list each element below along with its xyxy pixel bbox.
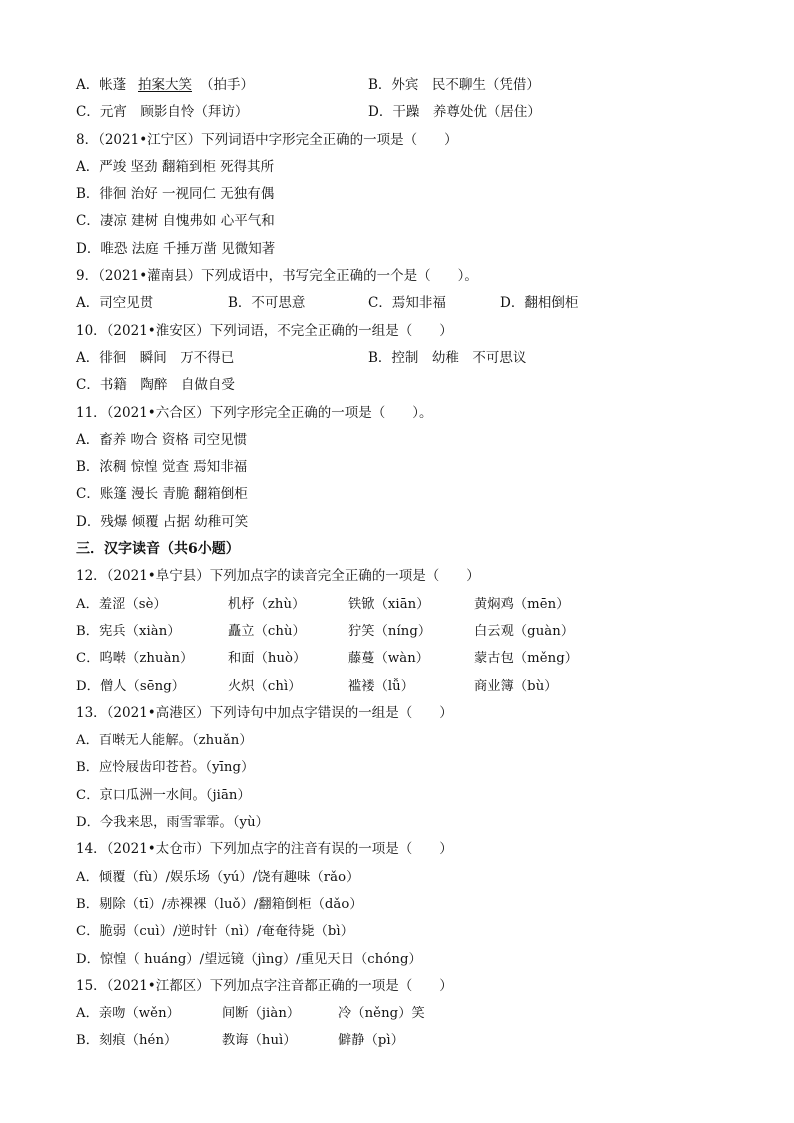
text-segment: B．不可思意: [228, 295, 306, 312]
text-segment: C．京口瓜洲一水间。（jiān）: [76, 787, 251, 803]
text-line: [76, 99, 736, 126]
text-line: [76, 700, 736, 727]
text-segment: C．元宵 顾影自怜（拜访）: [76, 104, 249, 121]
text-segment: 12．（2021•阜宁县）下列加点字的读音完全正确的一项是（ ）: [76, 568, 480, 585]
document-page: [76, 72, 736, 1055]
text-segment: A．畜养 吻合 资格 司空见惯: [76, 431, 248, 448]
text-line: [76, 454, 736, 481]
text-segment: 白云观（guàn）: [474, 623, 575, 639]
text-segment: A．徘徊 瞬间 万不得已: [76, 349, 235, 366]
text-segment: 11．（2021•六合区）下列字形完全正确的一项是（ ）。: [76, 404, 433, 421]
text-segment: 商业簿（bù）: [474, 678, 558, 694]
text-line: [76, 509, 736, 536]
text-segment: B．浓稠 惊惶 觉查 焉知非福: [76, 459, 248, 476]
text-line: [76, 318, 736, 345]
text-segment: C．呜啭（zhuàn）: [76, 651, 194, 667]
text-segment: （拍手）: [200, 77, 254, 93]
text-segment: A．亲吻（wěn）: [76, 1006, 180, 1022]
text-line: [76, 973, 736, 1000]
text-segment: 僻静（pì）: [338, 1033, 405, 1049]
text-segment: A．司空见贯: [76, 295, 154, 312]
text-segment: 蒙古包（měng）: [474, 651, 579, 667]
text-segment: B．应怜屐齿印苍苔。（yīng）: [76, 760, 255, 776]
text-segment: A．帐蓬: [76, 77, 140, 93]
text-segment: C．书籍 陶醉 自做自受: [76, 377, 235, 394]
text-segment: C．脆弱（cuì）/逆时针（nì）/奄奄待毙（bì）: [76, 924, 355, 940]
text-line: [76, 727, 736, 754]
text-line: [76, 563, 736, 590]
text-segment: 10．（2021•淮安区）下列词语，不完全正确的一组是（ ）: [76, 322, 453, 339]
text-line: [76, 290, 736, 317]
text-segment: 13．（2021•高港区）下列诗句中加点字错误的一组是（ ）: [76, 704, 453, 721]
text-line: [76, 918, 736, 945]
text-segment: A．百啭无人能解。（zhuǎn）: [76, 733, 253, 749]
text-line: [76, 864, 736, 891]
text-line: [76, 1027, 736, 1054]
text-segment: 冷（něng）笑: [338, 1006, 425, 1022]
text-segment: C．账篷 漫长 青脆 翻箱倒柜: [76, 486, 248, 503]
text-segment: B．刻痕（hén）: [76, 1033, 178, 1049]
text-line: [76, 836, 736, 863]
text-segment: D．僧人（sēng）: [76, 678, 186, 694]
text-segment: D．残爆 倾覆 占据 幼稚可笑: [76, 513, 249, 530]
text-segment: A．羞涩（sè）: [76, 596, 167, 612]
text-line: [76, 645, 736, 672]
text-line: [76, 673, 736, 700]
text-segment: D．干躁 养尊处优（居住）: [368, 104, 541, 121]
underlined-text: 拍案大笑: [138, 77, 192, 93]
text-line: [76, 372, 736, 399]
text-segment: 8．（2021•江宁区）下列词语中字形完全正确的一项是（ ）: [76, 131, 458, 148]
text-segment: A．倾覆（fù）/娱乐场（yú）/饶有趣味（rǎo）: [76, 869, 360, 885]
text-segment: D．惊惶（ huáng）/望远镜（jìng）/重见天日（chóng）: [76, 951, 422, 967]
text-segment: 火炽（chì）: [228, 678, 302, 694]
text-line: [76, 181, 736, 208]
text-segment: B．外宾 民不聊生（凭借）: [368, 77, 540, 93]
text-segment: 教诲（huì）: [222, 1033, 297, 1049]
text-line: [76, 891, 736, 918]
text-segment: D．翻相倒柜: [500, 295, 579, 312]
text-line: [76, 263, 736, 290]
text-segment: 15．（2021•江都区）下列加点字注音都正确的一项是（ ）: [76, 977, 453, 994]
text-segment: B．宪兵（xiàn）: [76, 623, 181, 639]
text-segment: C．凄凉 建树 自愧弗如 心平气和: [76, 213, 275, 230]
text-line: [76, 591, 736, 618]
text-line: [76, 754, 736, 781]
text-segment: 褴褛（lǚ）: [348, 678, 415, 694]
text-line: [76, 782, 736, 809]
text-line: [76, 154, 736, 181]
text-segment: D．唯恐 法庭 千捶万凿 见微知著: [76, 240, 276, 257]
text-segment: 藤蔓（wàn）: [348, 651, 430, 667]
text-segment: 间断（jiàn）: [222, 1006, 301, 1022]
text-segment: 矗立（chù）: [228, 623, 306, 639]
text-line: [76, 1000, 736, 1027]
text-segment: 14．（2021•太仓市）下列加点字的注音有误的一项是（ ）: [76, 841, 453, 858]
text-line: [76, 809, 736, 836]
text-line: [76, 72, 736, 99]
text-segment: B．徘徊 治好 一视同仁 无独有偶: [76, 186, 275, 203]
text-segment: 黄焖鸡（mēn）: [474, 596, 570, 612]
text-segment: 和面（huò）: [228, 651, 307, 667]
text-segment: B．控制 幼稚 不可思议: [368, 349, 527, 366]
text-segment: D．今我来思，雨雪霏霏。（yù）: [76, 815, 269, 831]
text-segment: B．剔除（tī）/赤裸裸（luǒ）/翻箱倒柜（dǎo）: [76, 896, 363, 912]
text-line: [76, 345, 736, 372]
text-line: [76, 618, 736, 645]
section-heading: [76, 536, 736, 563]
text-line: [76, 400, 736, 427]
text-line: [76, 427, 736, 454]
text-segment: 机杼（zhù）: [228, 596, 306, 612]
text-line: [76, 481, 736, 508]
text-line: [76, 208, 736, 235]
text-segment: A．严竣 坚劲 翻箱到柜 死得其所: [76, 158, 275, 175]
text-segment: 铁锨（xiān）: [348, 596, 430, 612]
text-line: [76, 236, 736, 263]
text-segment: 狞笑（níng）: [348, 623, 432, 639]
text-line: [76, 946, 736, 973]
text-segment: 三．汉字读音（共6小题）: [76, 541, 240, 558]
text-line: [76, 127, 736, 154]
text-segment: 9．（2021•灌南县）下列成语中，书写完全正确的一个是（ ）。: [76, 268, 478, 285]
text-segment: C．焉知非福: [368, 295, 446, 312]
